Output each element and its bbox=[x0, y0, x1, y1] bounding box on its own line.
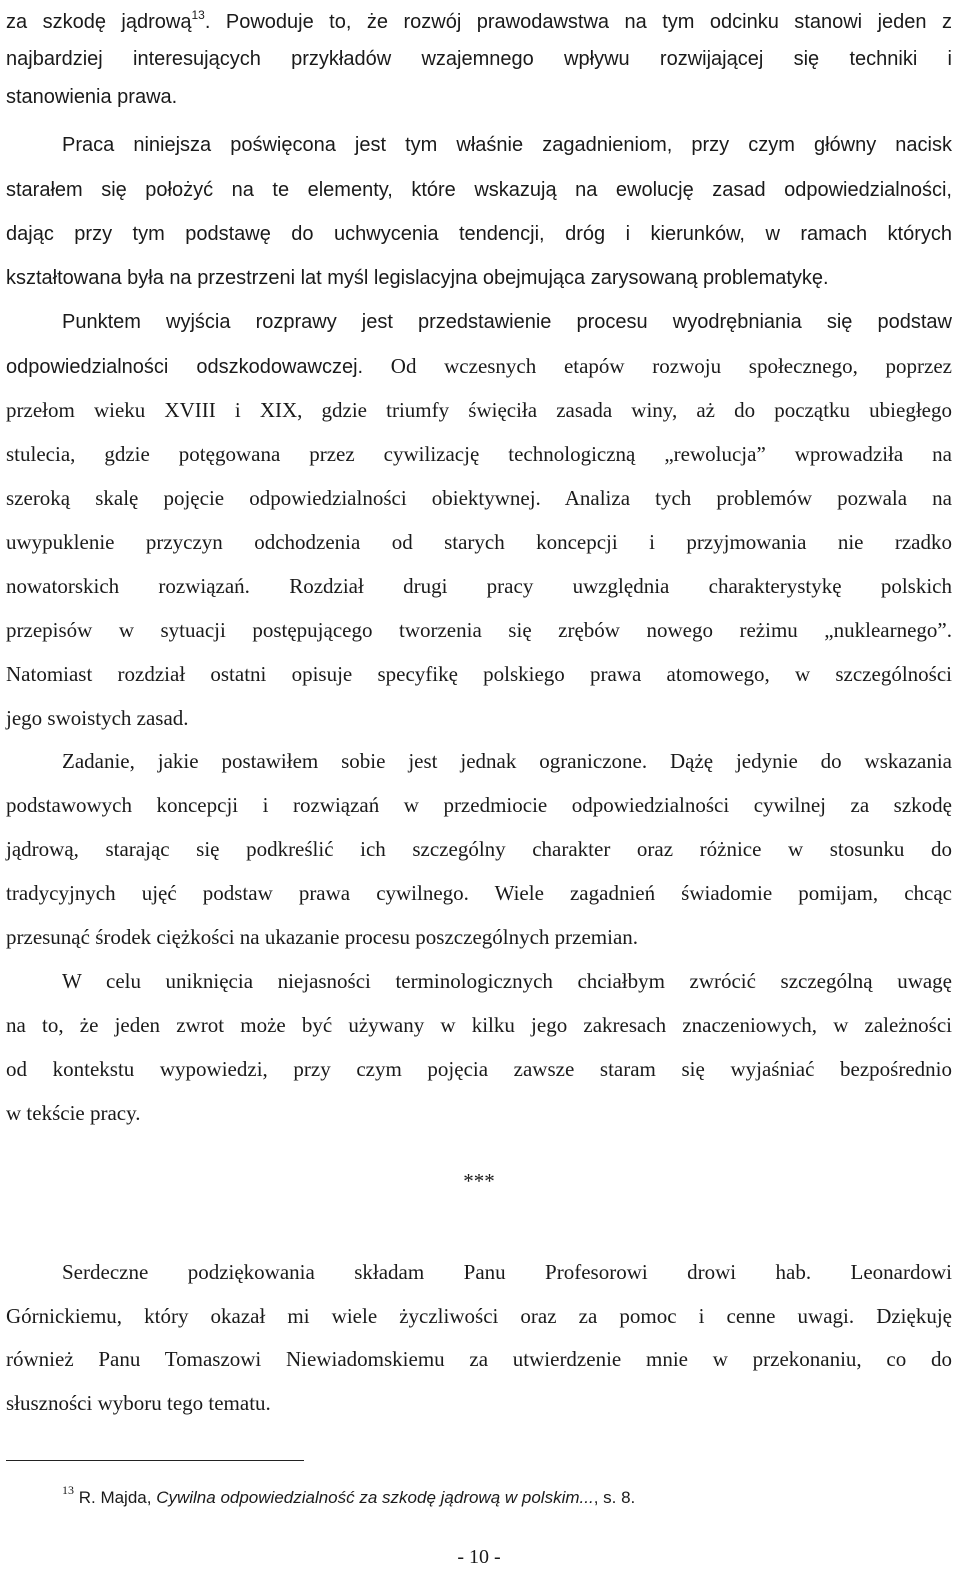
footnote-page: , s. 8. bbox=[593, 1488, 636, 1507]
text-line bbox=[6, 344, 952, 388]
footnote-separator bbox=[6, 1460, 304, 1461]
text-line: Natomiast rozdział ostatni opisuje specyfikę polskiego prawa atomowego, w szczególności bbox=[6, 662, 952, 686]
text-fragment: Od wczesnych etapów rozwoju społecznego, poprzez bbox=[363, 354, 952, 378]
text-line: Serdeczne podziękowania składam Panu Profesorowi drowi hab. Leonardowi bbox=[62, 1260, 952, 1284]
text-line: Punktem wyjścia rozprawy jest przedstawienie procesu wyodrębniania się podstaw bbox=[62, 311, 952, 333]
text-fragment: . Powoduje to, że rozwój prawodawstwa na tym odcinku stanowi jeden z bbox=[204, 11, 952, 33]
text-line: W celu uniknięcia niejasności terminologicznych chciałbym zwrócić szczególną uwagę bbox=[62, 969, 952, 993]
text-fragment: odpowiedzialności odszkodowawczej. bbox=[6, 356, 364, 378]
text-line: słuszności wyboru tego tematu. bbox=[6, 1391, 271, 1415]
text-line: również Panu Tomaszowi Niewiadomskiemu za utwierdzenie mnie w przekonaniu, co do bbox=[6, 1347, 952, 1371]
text-line: tradycyjnych ujęć podstaw prawa cywilnego. Wiele zagadnień świadomie pomijam, chcąc bbox=[6, 881, 952, 905]
footnote-number: 13 bbox=[62, 1483, 74, 1497]
text-line: uwypuklenie przyczyn odchodzenia od starych koncepcji i przyjmowania nie rzadko bbox=[6, 530, 952, 554]
text-line: na to, że jeden zwrot może być używany w kilku jego zakresach znaczeniowych, w zależności bbox=[6, 1013, 952, 1037]
text-line: Praca niniejsza poświęcona jest tym właśnie zagadnieniom, przy czym główny nacisk bbox=[62, 134, 952, 156]
text-line: w tekście pracy. bbox=[6, 1101, 141, 1125]
section-separator: *** bbox=[463, 1169, 495, 1193]
footnote-reference: 13 bbox=[191, 8, 205, 22]
text-line: kształtowana była na przestrzeni lat myśl legislacyjna obejmująca zarysowaną problematykę. bbox=[6, 267, 829, 289]
text-line: jądrową, starając się podkreślić ich szczególny charakter oraz różnice w stosunku do bbox=[6, 837, 952, 861]
text-line: najbardziej interesujących przykładów wzajemnego wpływu rozwijającej się techniki i bbox=[6, 48, 952, 70]
text-line: stulecia, gdzie potęgowana przez cywilizację technologiczną „rewolucja” wprowadziła na bbox=[6, 442, 952, 466]
footnote-author: R. Majda, bbox=[74, 1488, 157, 1507]
text-fragment: za szkodę jądrową bbox=[6, 11, 192, 33]
text-line: dając przy tym podstawę do uchwycenia tendencji, dróg i kierunków, w ramach których bbox=[6, 223, 952, 245]
text-line: przesunąć środek ciężkości na ukazanie procesu poszczególnych przemian. bbox=[6, 925, 639, 949]
text-line: od kontekstu wypowiedzi, przy czym pojęcia zawsze staram się wyjaśniać bezpośrednio bbox=[6, 1057, 952, 1081]
footnote bbox=[62, 1483, 636, 1508]
text-line: przełom wieku XVIII i XIX, gdzie triumfy święciła zasada winy, aż do początku ubiegłego bbox=[6, 398, 952, 422]
text-line: starałem się położyć na te elementy, które wskazują na ewolucję zasad odpowiedzialności, bbox=[6, 179, 952, 201]
text-line: nowatorskich rozwiązań. Rozdział drugi pracy uwzględnia charakterystykę polskich bbox=[6, 574, 952, 598]
text-line: stanowienia prawa. bbox=[6, 86, 178, 108]
text-line: podstawowych koncepcji i rozwiązań w przedmiocie odpowiedzialności cywilnej za szkodę bbox=[6, 793, 952, 817]
page-number: - 10 - bbox=[457, 1546, 501, 1568]
text-line: jego swoistych zasad. bbox=[6, 706, 189, 730]
text-line: Górnickiemu, który okazał mi wiele życzliwości oraz za pomoc i cenne uwagi. Dziękuję bbox=[6, 1304, 952, 1328]
text-line: przepisów w sytuacji postępującego tworzenia się zrębów nowego reżimu „nuklearnego”. bbox=[6, 618, 952, 642]
text-line: Zadanie, jakie postawiłem sobie jest jednak ograniczone. Dążę jedynie do wskazania bbox=[62, 749, 952, 773]
footnote-title: Cywilna odpowiedzialność za szkodę jądrową w polskim... bbox=[156, 1488, 594, 1507]
text-line: szeroką skalę pojęcie odpowiedzialności obiektywnej. Analiza tych problemów pozwala na bbox=[6, 486, 952, 510]
